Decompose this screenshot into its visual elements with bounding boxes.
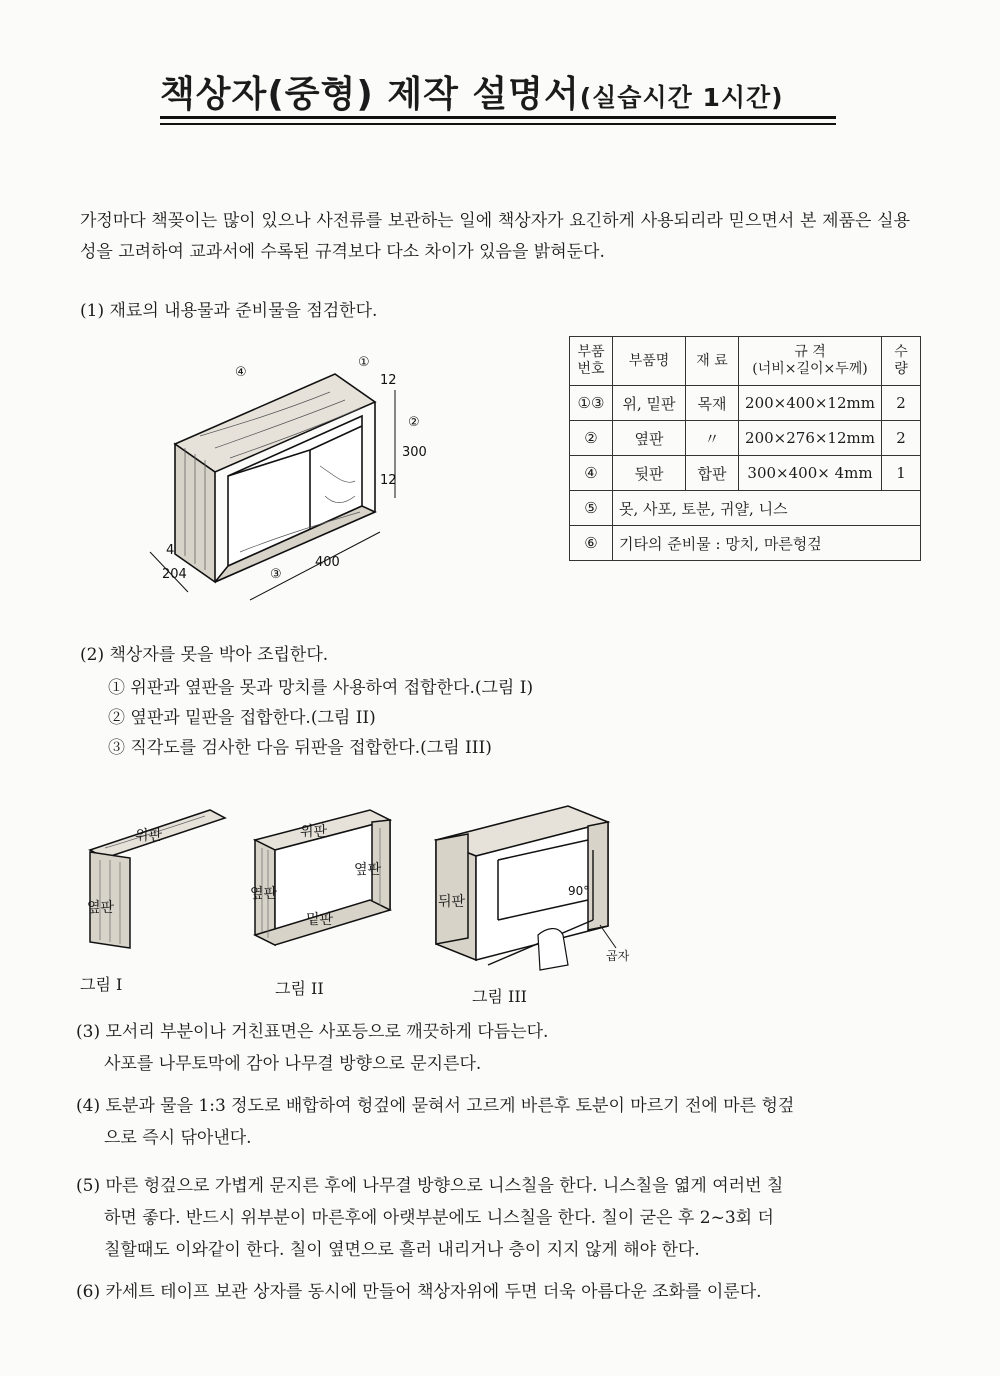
section4-line-1: (4) 토분과 물을 1:3 정도로 배합하여 헝겊에 묻혀서 고르게 바른후 토분이 마르기 전에 마른 헝겊 bbox=[76, 1096, 795, 1116]
cell-name: 뒷판 bbox=[613, 456, 686, 491]
section3-line-1: (3) 모서리 부분이나 거친표면은 사포등으로 깨끗하게 다듬는다. bbox=[76, 1022, 549, 1042]
cell-text: 기타의 준비물 : 망치, 마른헝겊 bbox=[613, 526, 921, 561]
fig1-label-top: 위판 bbox=[135, 828, 163, 844]
header-no: 부품 번호 bbox=[570, 337, 613, 386]
dim-thickness-top: 12 bbox=[380, 373, 397, 388]
label-2: ② bbox=[408, 415, 420, 430]
section2-step-2: ② 옆판과 밑판을 접합한다.(그림 II) bbox=[108, 708, 376, 728]
cell-text: 못, 사포, 토분, 귀얄, 니스 bbox=[613, 491, 921, 526]
section4 bbox=[76, 1090, 896, 1154]
fig2-label-top: 위판 bbox=[300, 824, 328, 840]
cell-qty: 2 bbox=[882, 386, 921, 421]
header-qty: 수량 bbox=[882, 337, 921, 386]
dim-depth: 204 bbox=[162, 567, 187, 582]
dim-thickness-bottom: 12 bbox=[380, 473, 397, 488]
fig1-label-side: 옆판 bbox=[87, 900, 115, 916]
section6 bbox=[76, 1276, 896, 1308]
cell-no: ⑥ bbox=[570, 526, 613, 561]
cell-spec: 300×400× 4mm bbox=[739, 456, 882, 491]
cell-qty: 1 bbox=[882, 456, 921, 491]
title-underline bbox=[160, 116, 836, 119]
cell-no: ⑤ bbox=[570, 491, 613, 526]
table-row bbox=[570, 386, 921, 421]
table-row bbox=[570, 421, 921, 456]
fig2-label-bottom: 밑판 bbox=[306, 912, 334, 928]
figure-2-diagram bbox=[250, 800, 410, 960]
cell-qty: 2 bbox=[882, 421, 921, 456]
cell-spec: 200×400×12mm bbox=[739, 386, 882, 421]
section1-heading: (1) 재료의 내용물과 준비물을 점검한다. bbox=[80, 301, 378, 321]
header-spec: 규 격 (너비×길이×두께) bbox=[739, 337, 882, 386]
section5-line-2: 하면 좋다. 반드시 위부분이 마른후에 아랫부분에도 니스칠을 한다. 칠이 굳은 후 2~3회 더 bbox=[104, 1208, 774, 1228]
section3 bbox=[76, 1016, 896, 1080]
fig1-caption: 그림 I bbox=[80, 975, 123, 994]
title-main: 책상자(중형) 제작 설명서 bbox=[160, 74, 580, 115]
table-header-row bbox=[570, 337, 921, 386]
cell-no: ② bbox=[570, 421, 613, 456]
title-sub: (실습시간 1시간) bbox=[579, 83, 784, 112]
label-3: ③ bbox=[270, 567, 282, 582]
page-title bbox=[160, 66, 860, 117]
figure-3-diagram bbox=[428, 800, 648, 980]
cell-name: 옆판 bbox=[613, 421, 686, 456]
section5-line-1: (5) 마른 헝겊으로 가볍게 문지른 후에 나무결 방향으로 니스칠을 한다. 니스칠을 엷게 여러번 칠 bbox=[76, 1176, 784, 1196]
cell-material: 〃 bbox=[686, 421, 739, 456]
section4-line-2: 으로 즉시 닦아낸다. bbox=[104, 1128, 252, 1148]
section2-step-3: ③ 직각도를 검사한 다음 뒤판을 접합한다.(그림 III) bbox=[108, 738, 492, 758]
fig2-caption: 그림 II bbox=[275, 979, 324, 998]
cell-material: 목재 bbox=[686, 386, 739, 421]
fig2-label-side-right: 옆판 bbox=[354, 862, 382, 878]
figure-1-diagram bbox=[85, 800, 245, 960]
cell-no: ①③ bbox=[570, 386, 613, 421]
fig3-label-back: 뒤판 bbox=[438, 894, 466, 910]
dim-height: 300 bbox=[402, 445, 427, 460]
header-name: 부품명 bbox=[613, 337, 686, 386]
section2-step-1: ① 위판과 옆판을 못과 망치를 사용하여 접합한다.(그림 I) bbox=[108, 678, 534, 698]
section5 bbox=[76, 1170, 896, 1266]
section2-heading: (2) 책상자를 못을 박아 조립한다. bbox=[80, 645, 329, 665]
section5-line-3: 칠할때도 이와같이 한다. 칠이 옆면으로 흘러 내리거나 층이 지지 않게 해야 한다. bbox=[104, 1240, 700, 1260]
fig3-label-angle: 90° bbox=[568, 884, 590, 898]
box-diagram bbox=[140, 356, 440, 606]
fig3-caption: 그림 III bbox=[472, 987, 527, 1006]
intro-paragraph: 가정마다 책꽂이는 많이 있으나 사전류를 보관하는 일에 책상자가 요긴하게 사용되리라 믿으면서 본 제품은 실용성을 고려하여 교과서에 수록된 규격보다 다소 차이가 있음을 밝혀둔다. bbox=[80, 211, 910, 262]
cell-material: 합판 bbox=[686, 456, 739, 491]
fig2-label-side-left: 옆판 bbox=[250, 886, 278, 902]
fig3-label-tool: 곱자 bbox=[606, 949, 630, 963]
table-row bbox=[570, 491, 921, 526]
section3-line-2: 사포를 나무토막에 감아 나무결 방향으로 문지른다. bbox=[104, 1054, 482, 1074]
header-material: 재 료 bbox=[686, 337, 739, 386]
table-row bbox=[570, 456, 921, 491]
dim-width: 400 bbox=[315, 555, 340, 570]
table-row bbox=[570, 526, 921, 561]
cell-name: 위, 밑판 bbox=[613, 386, 686, 421]
dim-side: 4 bbox=[166, 543, 175, 558]
section6-line-1: (6) 카세트 테이프 보관 상자를 동시에 만들어 책상자위에 두면 더욱 아름다운 조화를 이룬다. bbox=[76, 1282, 762, 1302]
label-4: ④ bbox=[235, 365, 247, 380]
cell-no: ④ bbox=[570, 456, 613, 491]
parts-table bbox=[569, 336, 921, 561]
title-underline-2 bbox=[160, 123, 836, 125]
cell-spec: 200×276×12mm bbox=[739, 421, 882, 456]
label-1: ① bbox=[358, 356, 370, 370]
